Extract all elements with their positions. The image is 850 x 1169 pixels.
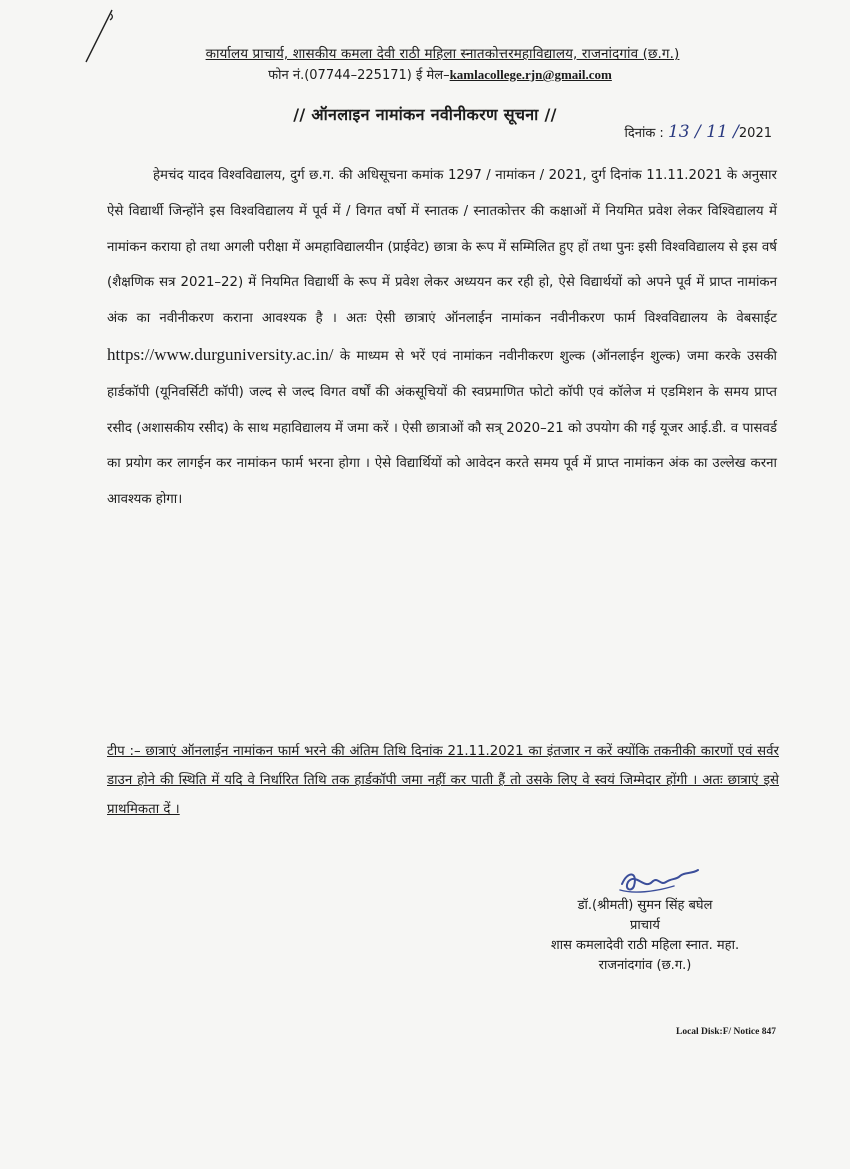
signatory-block xyxy=(500,896,790,976)
letterhead xyxy=(0,44,850,83)
university-website-url: https://www.durguniversity.ac.in/ xyxy=(107,344,334,364)
date-label: दिनांक : xyxy=(624,126,664,141)
office-name: कार्यालय प्राचार्य, शासकीय कमला देवी राठी महिला स्नातकोत्तरमहाविद्यालय, राजनांदगांव (छ.ग.) xyxy=(205,46,680,62)
handwritten-signature-icon xyxy=(614,860,704,900)
body-paragraph-part1: हेमचंद यादव विश्वविद्यालय, दुर्ग छ.ग. की अधिसूचना कमांक 1297 / नामांकन / 2021, दुर्ग दिनांक 11.11.2021 के अनुसार ऐसे विद्यार्थी जिन्होंने इस विश्वविद्यालय में पूर्व में / विगत वर्षो में स्नातक / स्नातकोत्तर की कक्षाओं में नियमित प्रवेश लेकर विश्विद्यालय में नामांकन कराया हो तथा अगली परीक्षा में अमहाविद्यालयीन (प्राईवेट) छात्रा के रूप में सम्मिलित हुए हों तथा पुनः इसी विश्वविद्यालय से इस वर्ष (शैक्षणिक सत्र 2021–22) में नियमित विद्यार्थी के रूप में प्रवेश लेकर अध्ययन कर रही हो, ऐसे विद्यार्थयों को अपने पूर्व में प्राप्त नामांकन अंक का नवीनीकरण कराना आवश्यक है । अतः ऐसी छात्राएं ऑनलाईन नामांकन नवीनीकरण फार्म विश्वविद्यालय के वेबसाईट xyxy=(107,168,777,327)
signatory-designation: प्राचार्य xyxy=(630,918,660,933)
date-handwritten: 13 / 11 / xyxy=(667,122,739,142)
notice-title: // ऑनलाइन नामांकन नवीनीकरण सूचना // xyxy=(293,105,557,124)
signatory-name: डॉ.(श्रीमती) सुमन सिंह बघेल xyxy=(577,898,713,913)
body-paragraph-part2: के माध्यम से भरें एवं नामांकन नवीनीकरण शुल्क (ऑनलाईन शुल्क) जमा करके उसकी हार्डकॉपी (यूनिवर्सिटी कॉपी) जल्द से जल्द विगत वर्षों की अंकसूचियों की स्वप्रमाणित फोटो कॉपी एवं कॉलेज मं एडमिशन के समय प्राप्त रसीद (अशासकीय रसीद) के साथ महाविद्यालय में जमा करें । ऐसी छात्राओं कौ सत्र् 2020–21 को उपयोग की गई यूजर आई.डी. व पासवर्ड का प्रयोग कर लागईन कर नामांकन फार्म भरना होगा । ऐसे विद्यार्थियों को आवेदन करते समय पूर्व में प्राप्त नामांकन अंक का उल्लेख करना आवश्यक होगा। xyxy=(107,348,777,508)
notice-tip: टीप :– छात्राएं ऑनलाईन नामांकन फार्म भरने की अंतिम तिथि दिनांक 21.11.2021 का इंतजार न करें क्योंकि तकनीकी कारणों एवं सर्वर डाउन होने की स्थिति में यदि वे निर्धारित तिथि तक हार्डकॉपी जमा नहीं कर पाती हैं तो उसके लिए वे स्वयं जिम्मेदार होंगी । अतः छात्राएं इसे प्राथमिकता दें । xyxy=(107,744,779,817)
file-reference: Local Disk:F/ Notice 847 xyxy=(675,1027,776,1037)
notice-date xyxy=(624,122,772,142)
phone-text: फोन नं.(07744–225171) ई मेल– xyxy=(268,68,450,83)
signatory-city: राजनांदगांव (छ.ग.) xyxy=(598,958,692,973)
date-year: 2021 xyxy=(738,126,772,141)
notice-body xyxy=(107,158,777,518)
email-address: kamlacollege.rjn@gmail.com xyxy=(449,67,612,82)
signatory-institution: शास कमलादेवी राठी महिला स्नात. महा. xyxy=(550,938,740,953)
contact-line xyxy=(30,65,850,83)
